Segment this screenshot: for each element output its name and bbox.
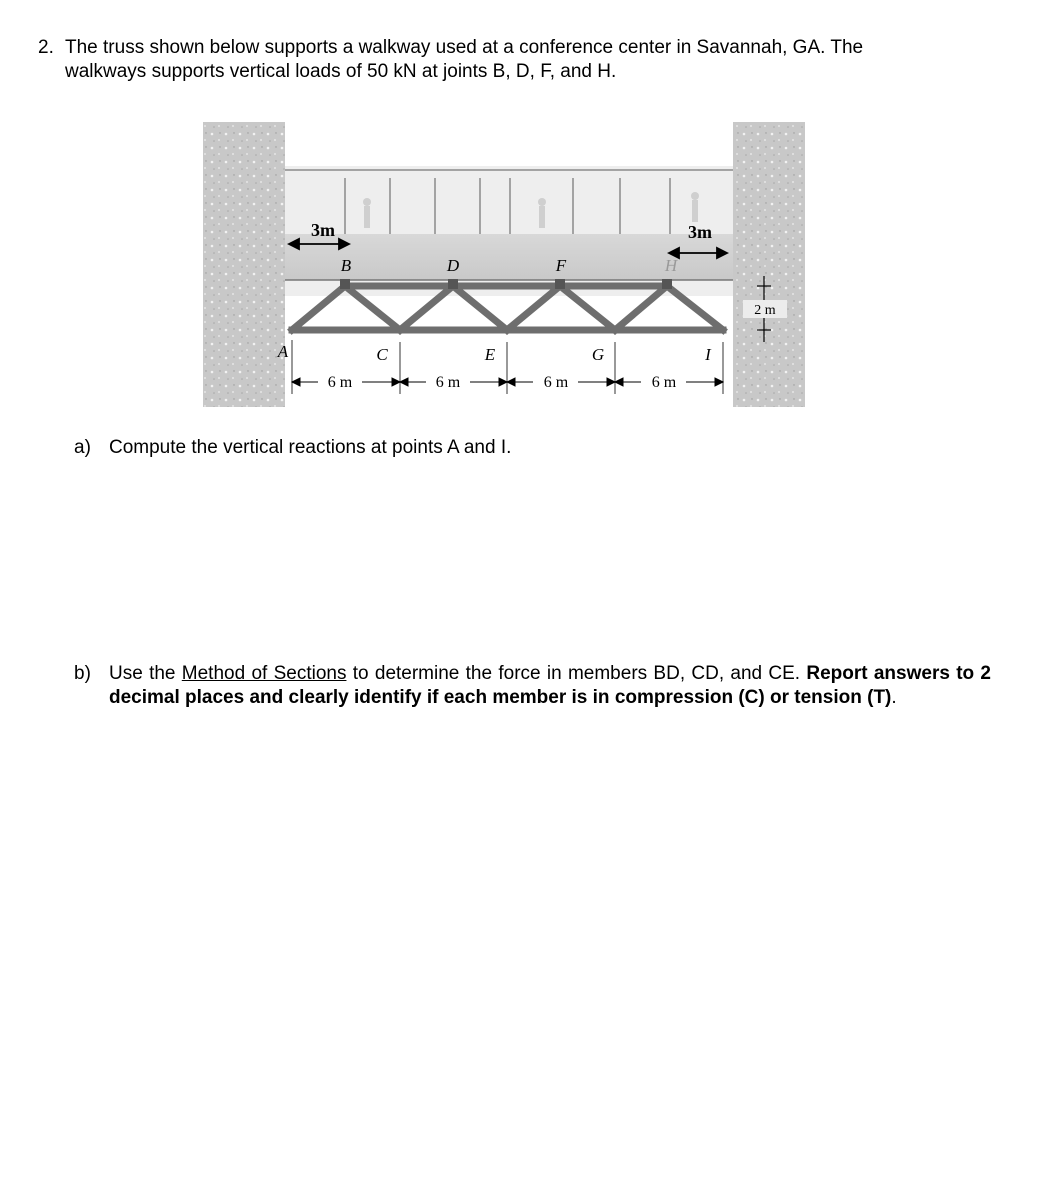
part-a-text: Compute the vertical reactions at points A and I. <box>109 437 512 458</box>
truss-figure <box>195 116 813 412</box>
part-b-end: . <box>891 687 897 708</box>
joint-label-b: B <box>340 256 352 275</box>
joint-label-f: F <box>555 256 567 275</box>
joint-label-c: C <box>376 345 388 364</box>
dim-right-offset: 3m <box>688 222 712 242</box>
joint-label-d: D <box>446 256 460 275</box>
joint-label-a: A <box>277 342 289 361</box>
part-b-label: b) <box>74 663 91 684</box>
question-line-1: The truss shown below supports a walkway used at a conference center in Savannah, GA. The <box>65 37 864 58</box>
part-a-label: a) <box>74 437 91 458</box>
question-number: 2. <box>38 37 54 58</box>
part-b-text <box>109 662 991 710</box>
right-wall <box>733 122 805 407</box>
part-b-bold-instructions: Report answers to 2 decimal places and clearly identify if each member is in compression (C) or tension (T) <box>109 663 991 708</box>
part-b-intro: Use the <box>109 663 182 684</box>
question-line-2: walkways supports vertical loads of 50 kN at joints B, D, F, and H. <box>65 61 617 82</box>
joint-label-h: H <box>664 256 678 275</box>
dim-span-2: 6 m <box>435 374 461 391</box>
dim-height: 2 m <box>754 303 776 318</box>
dim-span-4: 6 m <box>651 374 677 391</box>
joint-label-g: G <box>591 345 605 364</box>
dim-span-1: 6 m <box>327 374 353 391</box>
truss-diagram <box>195 116 813 412</box>
dim-left-offset: 3m <box>311 220 335 240</box>
question-text <box>65 36 995 84</box>
method-of-sections-link: Method of Sections <box>181 663 347 684</box>
joint-label-e: E <box>484 345 496 364</box>
dim-span-3: 6 m <box>543 374 569 391</box>
joint-label-i: I <box>705 345 711 364</box>
left-wall <box>203 122 285 407</box>
part-b-middle: to determine the force in members BD, CD, and CE. <box>346 663 807 684</box>
